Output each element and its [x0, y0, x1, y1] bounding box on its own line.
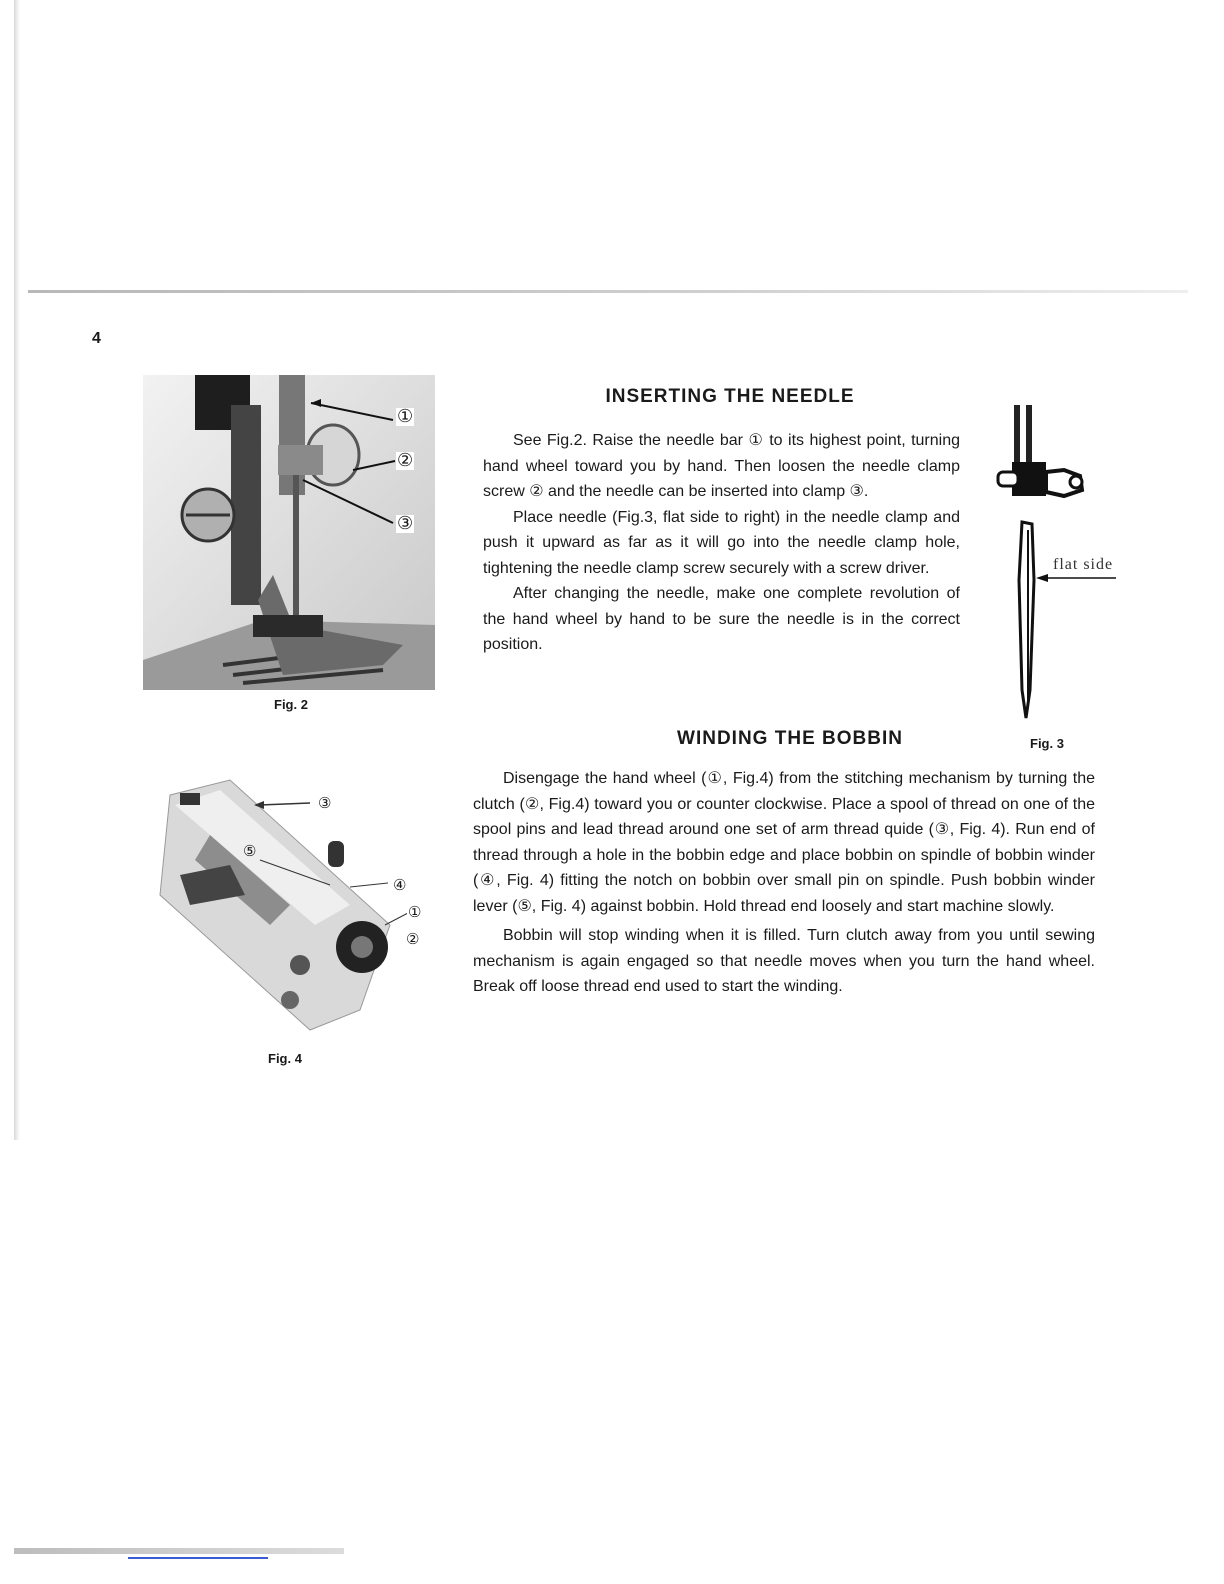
fig3-flat-side-label: flat side [1053, 556, 1114, 573]
fig4-callout-1: ① [408, 903, 422, 921]
fig3-caption: Fig. 3 [1030, 736, 1064, 751]
section1-paragraph-1-text: See Fig.2. Raise the needle bar ① to its highest point, turning hand wheel toward you by hand. Then loosen the needle clamp screw ② and the needle can be inserted into clamp ③. [483, 432, 960, 500]
fig2-callout-2: ② [397, 450, 414, 471]
footer-link-line [128, 1557, 268, 1559]
fig2-photo [143, 375, 435, 690]
section1-paragraph [483, 505, 960, 582]
fig4-caption: Fig. 4 [268, 1051, 302, 1066]
section1-paragraph [483, 581, 960, 658]
fig2-callout-1: ① [397, 406, 414, 427]
footer-strip [14, 1548, 344, 1554]
page-number: 4 [92, 330, 101, 347]
fig3-flat-side-arrow [1036, 572, 1116, 586]
fig4-callout-3: ③ [318, 794, 332, 812]
section2-paragraph [473, 766, 1095, 919]
fig4-callout-4: ④ [393, 876, 407, 894]
fig4-callout-5: ⑤ [243, 842, 257, 860]
fig2-callout-3: ③ [397, 513, 414, 534]
section2-paragraph-1-text: Disengage the hand wheel (①, Fig.4) from the stitching mechanism by turning the clutch (②, Fig.4) toward you or counter clockwise. Place a spool of thread on one of the spool pins and lead thread around one set of arm thread quide (③, Fig. 4). Run end of thread through a hole in the bobbin edge and place bobbin on spindle of bobbin winder (④, Fig. 4) fitting the notch on bobbin over small pin on spindle. Push bobbin winder lever (⑤, Fig. 4) against bobbin. Hold thread end loosely and start machine slowly. [473, 770, 1095, 915]
fig4-callout-2: ② [406, 930, 420, 948]
section2-body [473, 766, 1095, 1000]
section2-paragraph [473, 923, 1095, 1000]
fig4-photo [150, 775, 410, 1035]
header-rule [28, 290, 1188, 293]
scan-edge-shadow [14, 0, 20, 1140]
section1-paragraph-2-text: Place needle (Fig.3, flat side to right) in the needle clamp and push it upward as far as it will go into the needle clamp hole, tightening the needle clamp screw securely with a screw driver. [483, 508, 960, 577]
section2-paragraph-2-text: Bobbin will stop winding when it is filled. Turn clutch away from you until sewing mechanism is again engaged so that needle moves when you turn the hand wheel. Break off loose thread end used to start the winding. [473, 927, 1095, 995]
fig2-caption: Fig. 2 [274, 697, 308, 712]
section-title-inserting-needle: INSERTING THE NEEDLE [605, 386, 855, 407]
fig2-illustration [143, 375, 435, 690]
fig4-illustration [150, 775, 410, 1035]
section1-paragraph [483, 428, 960, 505]
section1-body [483, 428, 960, 658]
section-title-winding-bobbin: WINDING THE BOBBIN [677, 728, 903, 749]
section1-paragraph-3-text: After changing the needle, make one complete revolution of the hand wheel by hand to be sure the needle is in the correct position. [483, 585, 960, 653]
